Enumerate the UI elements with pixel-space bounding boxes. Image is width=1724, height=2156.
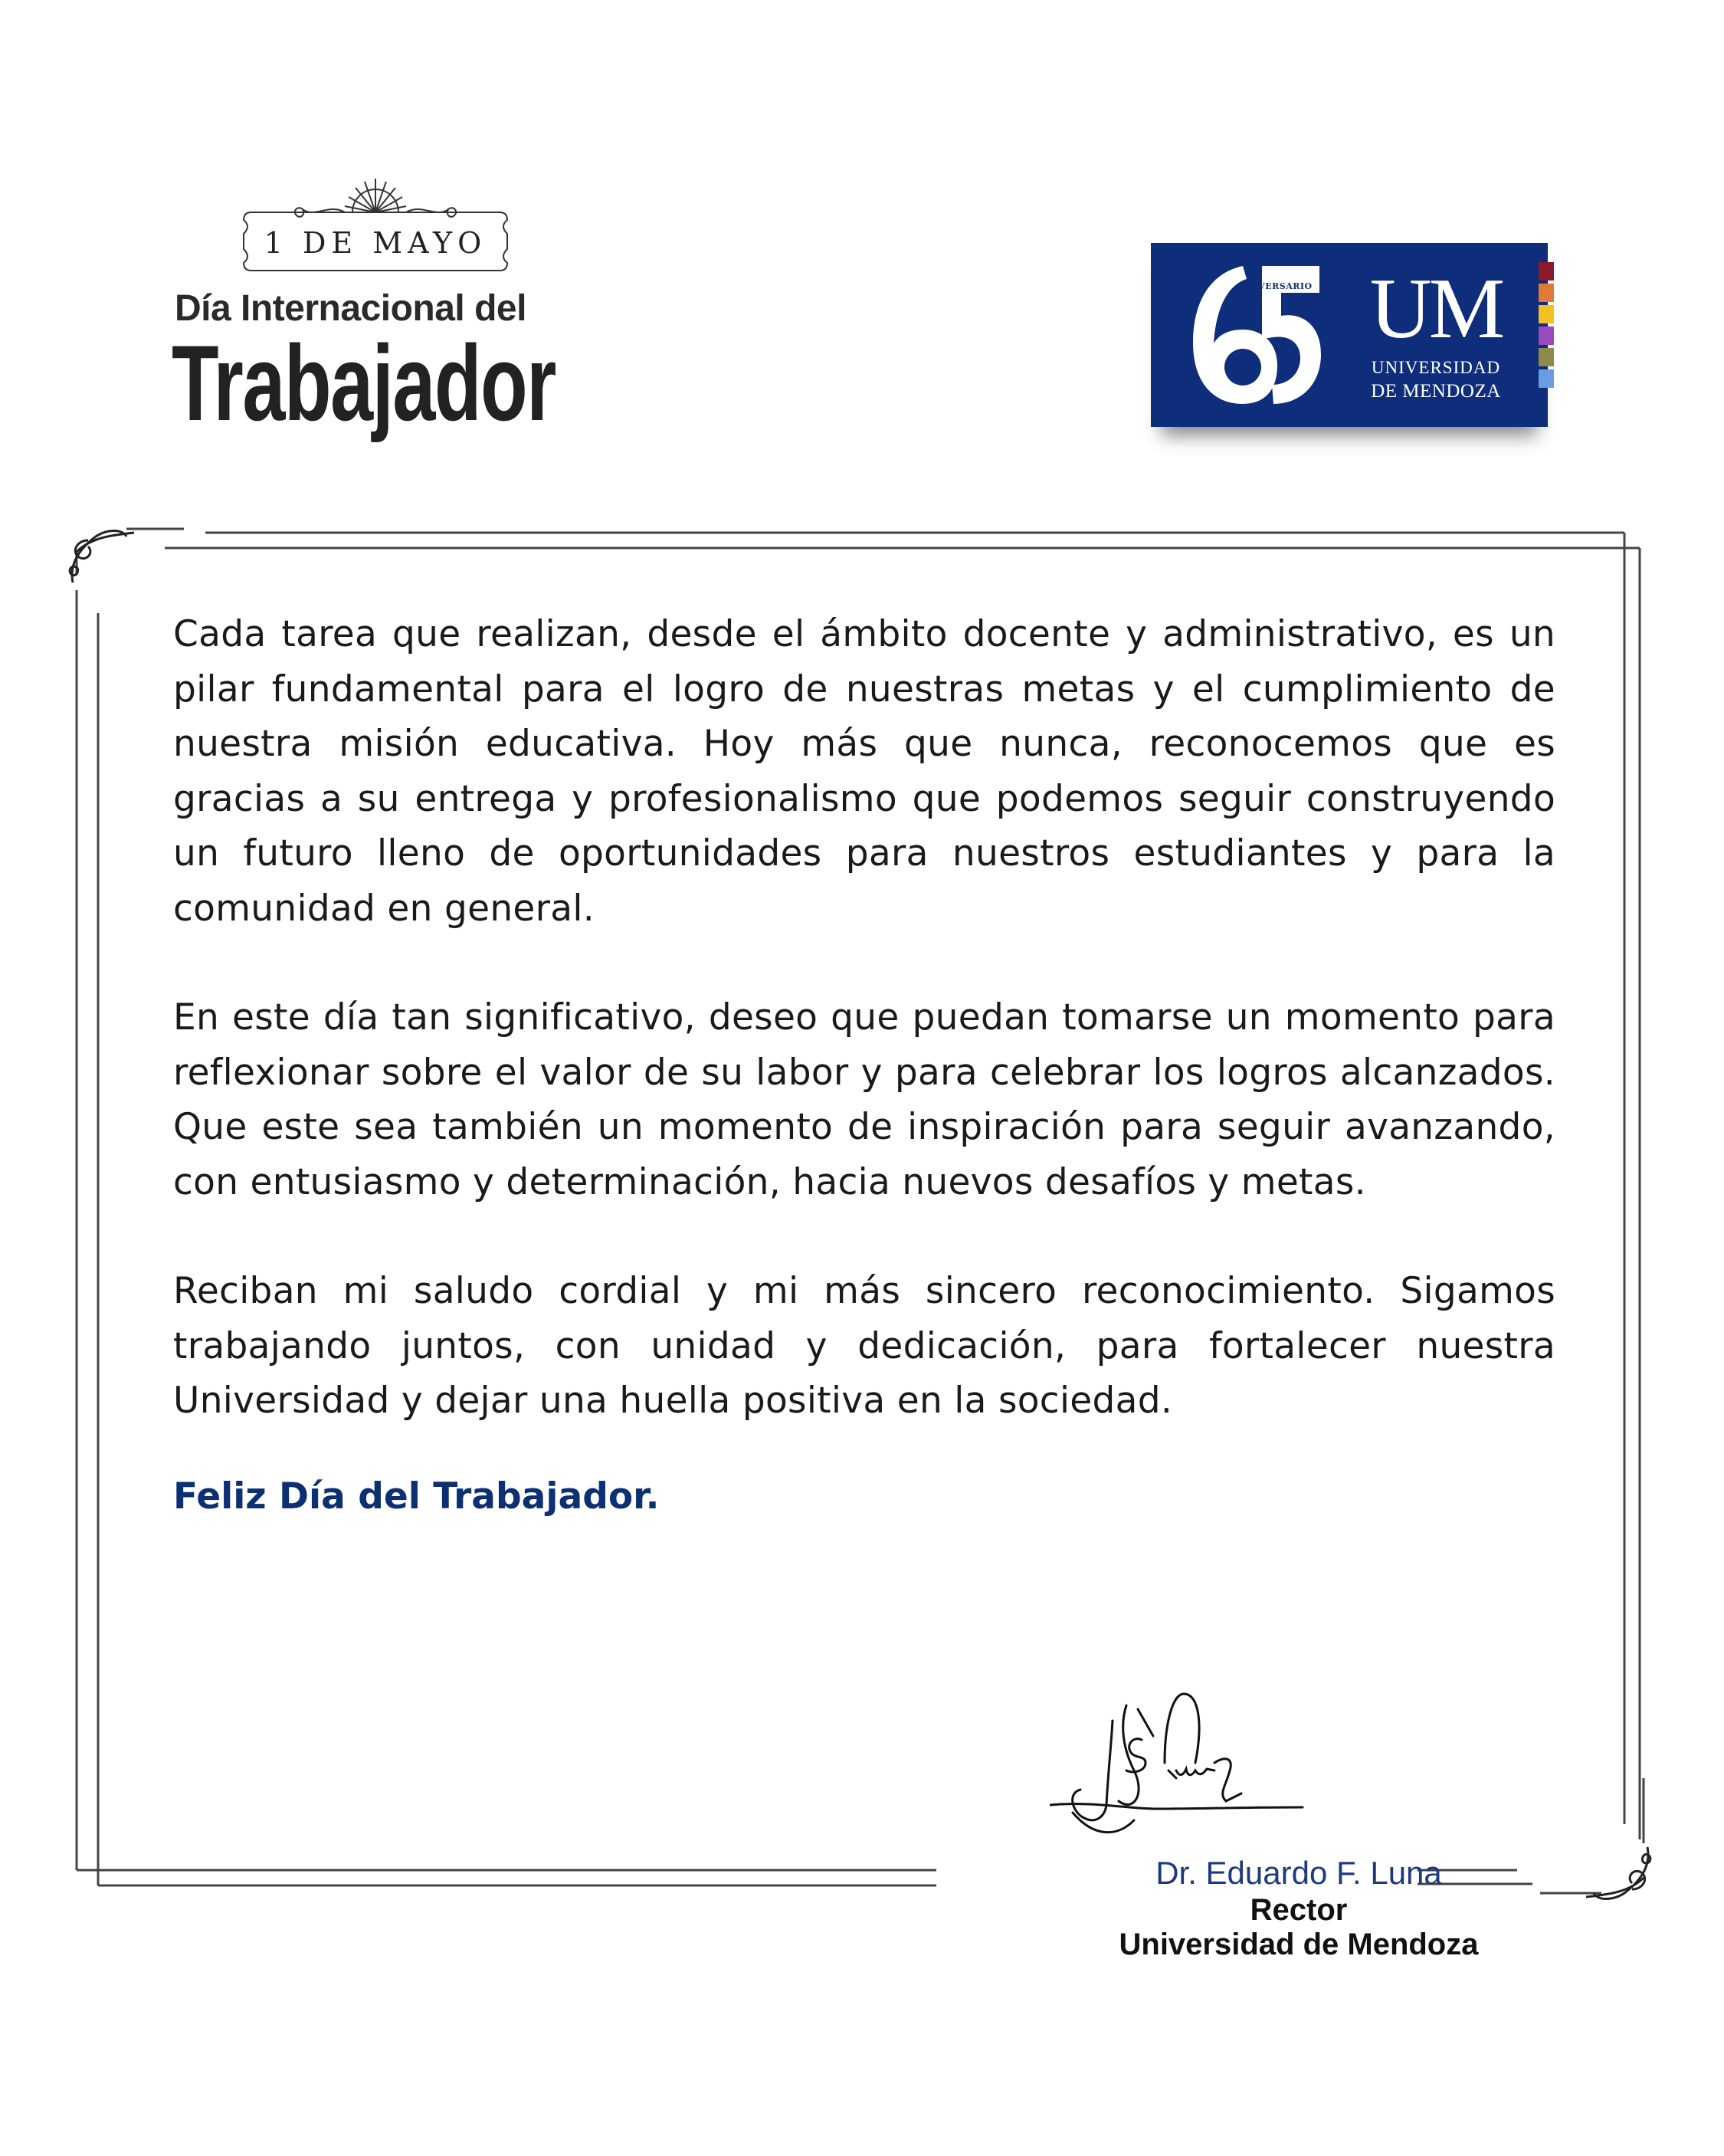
- logo-line-2: DE MENDOZA: [1371, 381, 1501, 402]
- signatory-name: Dr. Eduardo F. Luna: [1155, 1855, 1442, 1891]
- signatory-role: Rector: [1250, 1893, 1348, 1927]
- page-title: Trabajador: [172, 323, 556, 443]
- logo-line-1: UNIVERSIDAD: [1371, 358, 1501, 377]
- logo-anniversary: ANIVERSARIO: [1239, 281, 1313, 291]
- signatory-organization: Universidad de Mendoza: [1119, 1928, 1479, 1961]
- header-subtitle: Día Internacional del: [175, 288, 526, 329]
- paragraph-3: Reciban mi saludo cordial y mi más sincero reconocimiento. Sigamos trabajando juntos, con unidad y dedicación, para fortalecer nuestra Universidad y dejar una huella positiva en la sociedad.: [173, 1270, 1555, 1422]
- greeting: Feliz Día del Trabajador.: [173, 1475, 660, 1518]
- handwritten-signature: [1050, 1679, 1326, 1847]
- paragraph-1: Cada tarea que realizan, desde el ámbito docente y administrativo, es un pilar fundamental para el logro de nuestras metas y el cumplimiento de nuestra misión educativa. Hoy más que nunca, reconocemos que es gracias a su entrega y profesionalismo que podemos seguir construyendo un futuro lleno de oportunidades para nuestros estudiantes y para la comunidad en general.: [173, 613, 1555, 930]
- logo-monogram: UM: [1369, 261, 1503, 356]
- letter-body: [173, 607, 1555, 1518]
- date-badge-text: 1 DE MAYO: [264, 226, 487, 260]
- flourish-top-left: [70, 531, 134, 583]
- paragraph-2: En este día tan significativo, deseo que puedan tomarse un momento para reflexionar sobre el valor de su labor y para celebrar los logros alcanzados. Que este sea también un momento de inspiración para seguir avanzando, con entusiasmo y determinación, hacia nuevos desafíos y metas.: [173, 996, 1555, 1203]
